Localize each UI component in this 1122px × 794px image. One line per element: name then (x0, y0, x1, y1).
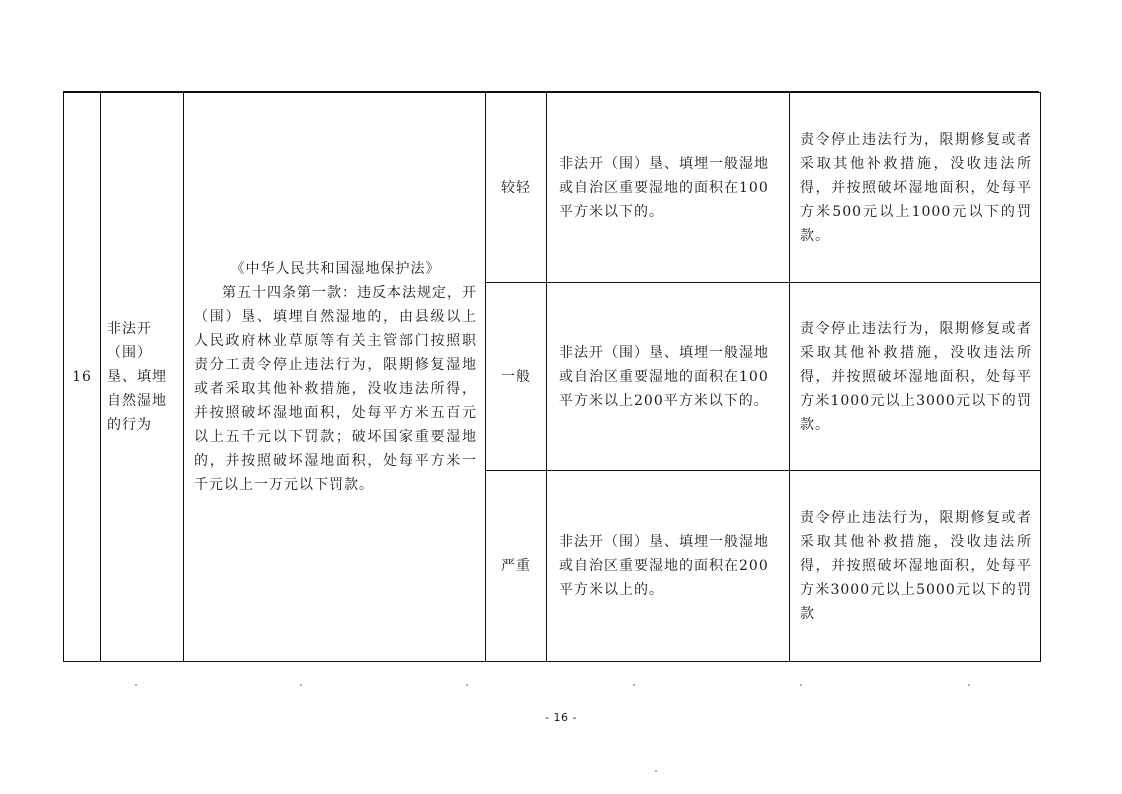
scan-speck (655, 770, 657, 772)
violation-item: 非法开（围）垦、填埋自然湿地的行为 (107, 321, 167, 433)
penalty-cell-general (790, 283, 1041, 471)
condition-text: 非法开（围）垦、填埋一般湿地或自治区重要湿地的面积在100平方米以下的。 (559, 155, 769, 220)
condition-text: 非法开（围）垦、填埋一般湿地或自治区重要湿地的面积在200平方米以上的。 (559, 534, 769, 598)
penalty-cell-serious (790, 471, 1041, 662)
condition-cell-general (547, 283, 790, 471)
level-cell-serious (486, 471, 547, 662)
penalty-text: 责令停止违法行为，限期修复或者采取其他补救措施，没收违法所得，并按照破坏湿地面积，处每平方米500元以上1000元以下的罚款。 (800, 131, 1032, 244)
scan-speck (633, 684, 635, 686)
page-number: - 16 - (545, 711, 577, 724)
level-label: 一般 (501, 368, 531, 385)
table-top-rule (63, 91, 1039, 92)
condition-cell-minor (547, 93, 790, 283)
level-label: 严重 (501, 558, 531, 574)
scan-speck (300, 684, 302, 686)
row-number: 16 (72, 369, 92, 385)
scan-speck (800, 684, 802, 686)
violation-item-cell (101, 93, 184, 662)
legal-basis-text: 第五十四条第一款：违反本法规定，开（围）垦、填埋自然湿地的，由县级以上人民政府林业草原等有关主管部门按照职责分工责令停止违法行为，限期修复湿地或者采取其他补救措施，没收违法所得，并按照破坏湿地面积，处每平方米五百元以上五千元以下罚款；破坏国家重要湿地的，并按照破坏湿地面积，处每平方米一千元以上一万元以下罚款。 (194, 285, 477, 493)
level-label: 较轻 (501, 179, 531, 196)
scan-speck (466, 684, 468, 686)
row-number-cell (64, 93, 101, 662)
level-cell-minor (486, 93, 547, 283)
penalty-text: 责令停止违法行为，限期修复或者采取其他补救措施，没收违法所得，并按照破坏湿地面积，处每平方米3000元以上5000元以下的罚款 (800, 510, 1032, 622)
legal-basis-cell (184, 93, 486, 662)
penalty-standard-table (63, 92, 1041, 662)
condition-cell-serious (547, 471, 790, 662)
scan-speck (968, 684, 970, 686)
penalty-cell-minor (790, 93, 1041, 283)
legal-basis-title: 《中华人民共和国湿地保护法》 (230, 261, 441, 277)
condition-text: 非法开（围）垦、填埋一般湿地或自治区重要湿地的面积在100平方米以上200平方米以下的。 (559, 344, 769, 409)
penalty-text: 责令停止违法行为，限期修复或者采取其他补救措施，没收违法所得，并按照破坏湿地面积，处每平方米1000元以上3000元以下的罚款。 (800, 320, 1032, 433)
level-cell-general (486, 283, 547, 471)
scan-speck (135, 684, 137, 686)
table-row (64, 93, 1041, 283)
